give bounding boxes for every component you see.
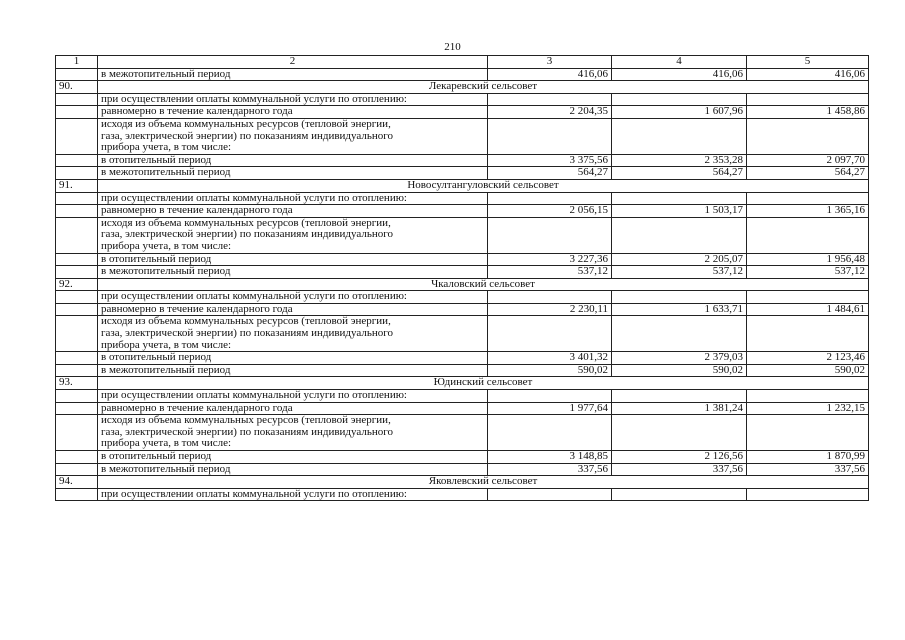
value-cell: 416,06	[488, 68, 612, 81]
row-label: в отопительный период	[98, 451, 488, 464]
row-label: равномерно в течение календарного года	[98, 303, 488, 316]
value-cell: 1 977,64	[488, 402, 612, 415]
table-row	[56, 291, 869, 304]
value-cell: 3 148,85	[488, 451, 612, 464]
section-number: 92.	[56, 278, 98, 291]
section-name: Чкаловский сельсовет	[98, 278, 869, 291]
section-number: 93.	[56, 377, 98, 390]
header-cell: 3	[488, 56, 612, 69]
section-name: Новосултангуловский сельсовет	[98, 179, 869, 192]
value-cell: 2 205,07	[612, 253, 747, 266]
meter-description-line: газа, электрической энергии) по показаниям индивидуального	[101, 425, 393, 438]
value-cell: 1 633,71	[612, 303, 747, 316]
table-row	[56, 205, 869, 218]
table-row	[56, 266, 869, 279]
value-cell: 537,12	[747, 266, 869, 279]
table-row	[56, 253, 869, 266]
value-cell: 1 870,99	[747, 451, 869, 464]
value-cell: 3 227,36	[488, 253, 612, 266]
header-cell: 4	[612, 56, 747, 69]
section-header-row	[56, 278, 869, 291]
value-cell: 2 230,11	[488, 303, 612, 316]
tariff-table	[55, 55, 869, 501]
section-name: Юдинский сельсовет	[98, 377, 869, 390]
value-cell: 537,12	[612, 266, 747, 279]
section-number: 91.	[56, 179, 98, 192]
table-row	[56, 488, 869, 501]
value-cell: 337,56	[612, 463, 747, 476]
value-cell: 1 381,24	[612, 402, 747, 415]
meter-description-line: газа, электрической энергии) по показаниям индивидуального	[101, 129, 393, 142]
value-cell: 1 956,48	[747, 253, 869, 266]
section-header-row	[56, 377, 869, 390]
table-row	[56, 451, 869, 464]
value-cell: 337,56	[488, 463, 612, 476]
value-cell: 564,27	[488, 167, 612, 180]
row-label: равномерно в течение календарного года	[98, 402, 488, 415]
row-label: равномерно в течение календарного года	[98, 205, 488, 218]
table-row	[56, 217, 869, 253]
meter-description-line: исходя из объема коммунальных ресурсов (тепловой энергии,	[101, 315, 391, 328]
section-number: 90.	[56, 81, 98, 94]
meter-description	[98, 118, 488, 154]
row-label: в межотопительный период	[98, 364, 488, 377]
value-cell: 3 375,56	[488, 154, 612, 167]
table-row	[56, 167, 869, 180]
intro-text: при осуществлении оплаты коммунальной услуги по отоплению:	[98, 390, 488, 403]
table-row	[56, 192, 869, 205]
meter-description-line: газа, электрической энергии) по показаниям индивидуального	[101, 228, 393, 241]
table-row	[56, 154, 869, 167]
row-label: равномерно в течение календарного года	[98, 106, 488, 119]
row-label: в отопительный период	[98, 352, 488, 365]
meter-description-line: газа, электрической энергии) по показаниям индивидуального	[101, 327, 393, 340]
table-row	[56, 364, 869, 377]
intro-text: при осуществлении оплаты коммунальной услуги по отоплению:	[98, 488, 488, 501]
value-cell: 2 353,28	[612, 154, 747, 167]
header-row	[56, 56, 869, 69]
section-name: Яковлевский сельсовет	[98, 476, 869, 489]
row-label: в межотопительный период	[98, 463, 488, 476]
value-cell: 2 126,56	[612, 451, 747, 464]
value-cell: 2 097,70	[747, 154, 869, 167]
value-cell: 416,06	[747, 68, 869, 81]
value-cell: 337,56	[747, 463, 869, 476]
intro-text: при осуществлении оплаты коммунальной услуги по отоплению:	[98, 192, 488, 205]
header-cell: 5	[747, 56, 869, 69]
value-cell: 1 232,15	[747, 402, 869, 415]
section-header-row	[56, 81, 869, 94]
intro-text: при осуществлении оплаты коммунальной услуги по отоплению:	[98, 291, 488, 304]
meter-description	[98, 415, 488, 451]
value-cell: 1 503,17	[612, 205, 747, 218]
meter-description-line: исходя из объема коммунальных ресурсов (тепловой энергии,	[101, 217, 391, 229]
intro-text: при осуществлении оплаты коммунальной услуги по отоплению:	[98, 93, 488, 106]
table-row	[56, 118, 869, 154]
meter-description-line: прибора учета, в том числе:	[101, 141, 232, 154]
value-cell: 2 379,03	[612, 352, 747, 365]
value-cell: 564,27	[612, 167, 747, 180]
row-label: в отопительный период	[98, 154, 488, 167]
row-label: в отопительный период	[98, 253, 488, 266]
row-label: в межотопительный период	[98, 68, 488, 81]
meter-description	[98, 316, 488, 352]
row-label: в межотопительный период	[98, 266, 488, 279]
row-label: в межотопительный период	[98, 167, 488, 180]
header-cell: 1	[56, 56, 98, 69]
table-row	[56, 463, 869, 476]
page-number: 210	[444, 41, 461, 53]
value-cell: 3 401,32	[488, 352, 612, 365]
table-row	[56, 352, 869, 365]
table-row	[56, 106, 869, 119]
value-cell: 1 607,96	[612, 106, 747, 119]
value-cell: 590,02	[747, 364, 869, 377]
meter-description	[98, 217, 488, 253]
meter-description-line: исходя из объема коммунальных ресурсов (тепловой энергии,	[101, 414, 391, 427]
value-cell: 1 458,86	[747, 106, 869, 119]
meter-description-line: исходя из объема коммунальных ресурсов (тепловой энергии,	[101, 118, 391, 130]
table-row	[56, 402, 869, 415]
table-row	[56, 68, 869, 81]
value-cell: 2 204,35	[488, 106, 612, 119]
section-number: 94.	[56, 476, 98, 489]
value-cell: 2 056,15	[488, 205, 612, 218]
meter-description-line: прибора учета, в том числе:	[101, 437, 232, 450]
value-cell: 2 123,46	[747, 352, 869, 365]
value-cell: 590,02	[488, 364, 612, 377]
section-header-row	[56, 179, 869, 192]
meter-description-line: прибора учета, в том числе:	[101, 338, 232, 351]
table-row	[56, 316, 869, 352]
section-header-row	[56, 476, 869, 489]
table-row	[56, 390, 869, 403]
value-cell: 590,02	[612, 364, 747, 377]
value-cell: 1 484,61	[747, 303, 869, 316]
section-name: Лекаревский сельсовет	[98, 81, 869, 94]
table-row	[56, 93, 869, 106]
table-row	[56, 303, 869, 316]
header-cell: 2	[98, 56, 488, 69]
value-cell: 537,12	[488, 266, 612, 279]
meter-description-line: прибора учета, в том числе:	[101, 239, 232, 252]
table-row	[56, 415, 869, 451]
value-cell: 564,27	[747, 167, 869, 180]
value-cell: 416,06	[612, 68, 747, 81]
value-cell: 1 365,16	[747, 205, 869, 218]
